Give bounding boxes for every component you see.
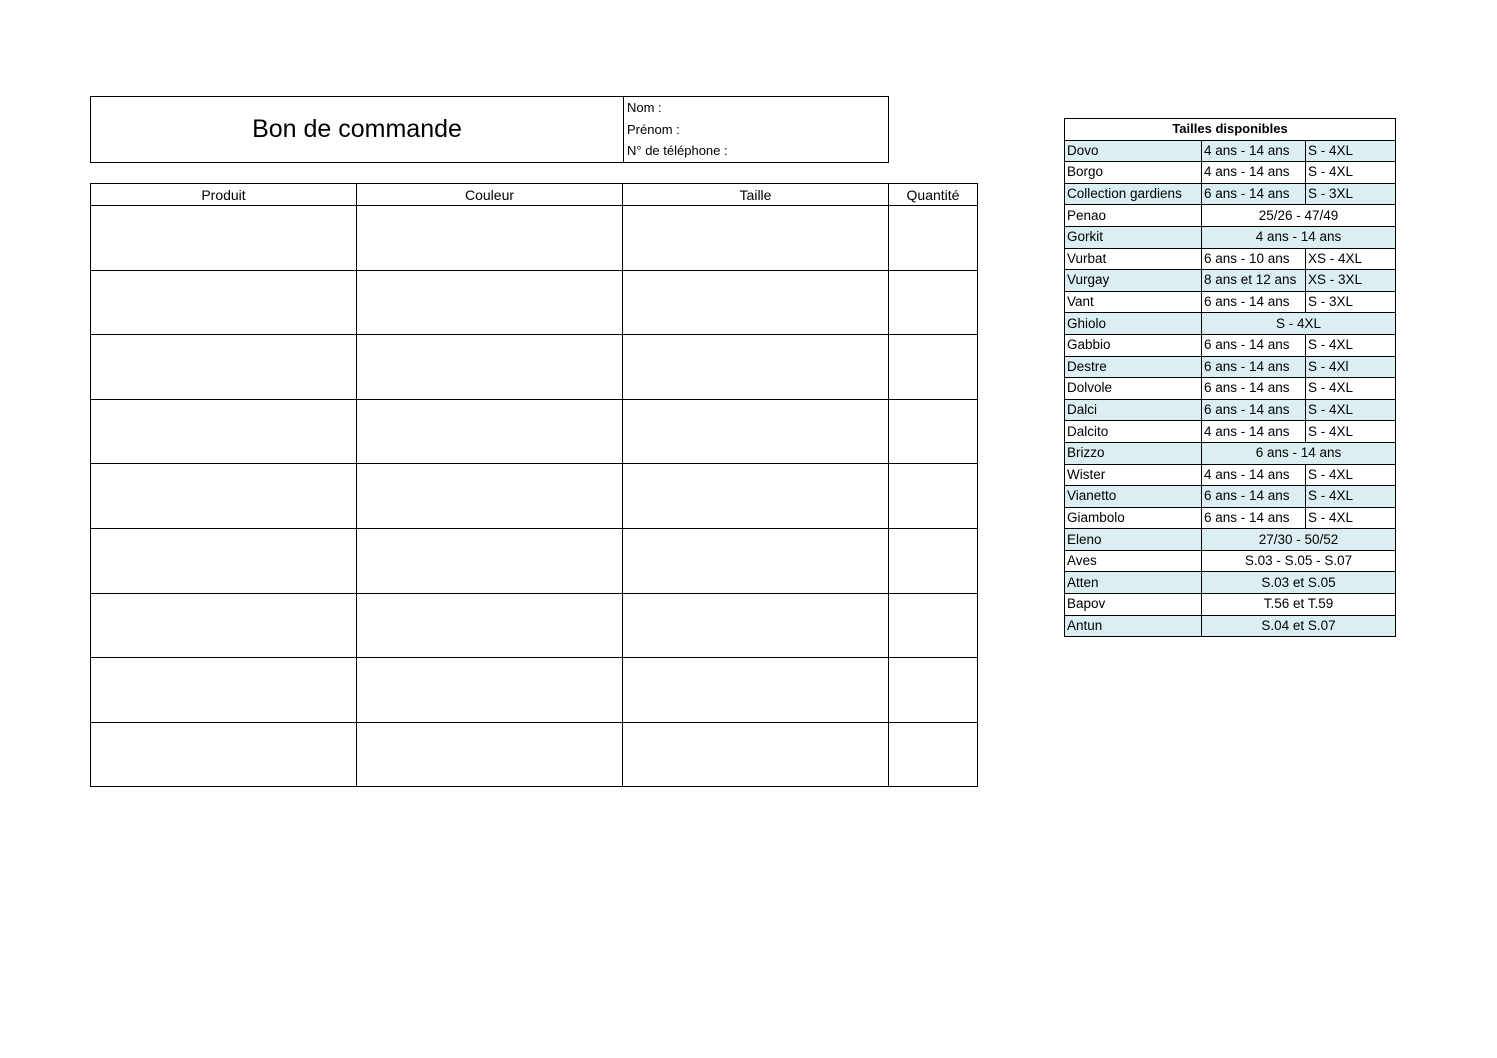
order-cell-produit[interactable] (91, 464, 357, 529)
order-cell-quantite[interactable] (889, 658, 978, 723)
order-cell-couleur[interactable] (357, 270, 623, 335)
order-row (91, 722, 978, 787)
kids-size-range: 6 ans - 14 ans (1202, 507, 1306, 529)
order-cell-taille[interactable] (623, 270, 889, 335)
order-cell-couleur[interactable] (357, 593, 623, 658)
firstname-field-label: Prénom : (627, 121, 680, 137)
size-range: 6 ans - 14 ans (1202, 442, 1396, 464)
sizes-row (1065, 399, 1396, 421)
sizes-row (1065, 550, 1396, 572)
kids-size-range: 6 ans - 14 ans (1202, 356, 1306, 378)
adult-size-range: S - 4XL (1306, 334, 1396, 356)
product-name: Dolvole (1065, 378, 1202, 400)
kids-size-range: 6 ans - 14 ans (1202, 486, 1306, 508)
order-cell-produit[interactable] (91, 658, 357, 723)
page-title: Bon de commande (91, 97, 624, 163)
sizes-row (1065, 248, 1396, 270)
order-row (91, 335, 978, 400)
kids-size-range: 6 ans - 14 ans (1202, 334, 1306, 356)
product-name: Eleno (1065, 529, 1202, 551)
order-cell-produit[interactable] (91, 399, 357, 464)
adult-size-range: S - 4XL (1306, 140, 1396, 162)
adult-size-range: S - 4XL (1306, 421, 1396, 443)
adult-size-range: XS - 4XL (1306, 248, 1396, 270)
product-name: Giambolo (1065, 507, 1202, 529)
adult-size-range: S - 3XL (1306, 291, 1396, 313)
size-range: 27/30 - 50/52 (1202, 529, 1396, 551)
order-row (91, 399, 978, 464)
product-name: Dalci (1065, 399, 1202, 421)
column-header-produit: Produit (91, 184, 357, 206)
name-field-label: Nom : (627, 100, 662, 115)
product-name: Gabbio (1065, 334, 1202, 356)
product-name: Dalcito (1065, 421, 1202, 443)
product-name: Aves (1065, 550, 1202, 572)
sizes-row (1065, 205, 1396, 227)
product-name: Brizzo (1065, 442, 1202, 464)
order-cell-quantite[interactable] (889, 335, 978, 400)
order-cell-couleur[interactable] (357, 528, 623, 593)
order-cell-couleur[interactable] (357, 722, 623, 787)
product-name: Wister (1065, 464, 1202, 486)
sizes-row (1065, 594, 1396, 616)
kids-size-range: 4 ans - 14 ans (1202, 421, 1306, 443)
size-range: T.56 et T.59 (1202, 594, 1396, 616)
product-name: Borgo (1065, 162, 1202, 184)
product-name: Ghiolo (1065, 313, 1202, 335)
sizes-row (1065, 529, 1396, 551)
sizes-row (1065, 226, 1396, 248)
size-range: S.03 et S.05 (1202, 572, 1396, 594)
order-cell-couleur[interactable] (357, 206, 623, 271)
product-name: Antun (1065, 615, 1202, 637)
adult-size-range: XS - 3XL (1306, 270, 1396, 292)
order-cell-taille[interactable] (623, 528, 889, 593)
order-cell-produit[interactable] (91, 335, 357, 400)
sizes-row (1065, 572, 1396, 594)
sizes-row (1065, 464, 1396, 486)
order-cell-taille[interactable] (623, 399, 889, 464)
order-cell-taille[interactable] (623, 335, 889, 400)
column-header-taille: Taille (623, 184, 889, 206)
order-cell-produit[interactable] (91, 528, 357, 593)
order-cell-produit[interactable] (91, 270, 357, 335)
order-cell-couleur[interactable] (357, 335, 623, 400)
sizes-row (1065, 291, 1396, 313)
order-cell-produit[interactable] (91, 722, 357, 787)
order-cell-taille[interactable] (623, 593, 889, 658)
order-cell-quantite[interactable] (889, 722, 978, 787)
product-name: Destre (1065, 356, 1202, 378)
product-name: Atten (1065, 572, 1202, 594)
size-range: 4 ans - 14 ans (1202, 226, 1396, 248)
kids-size-range: 4 ans - 14 ans (1202, 140, 1306, 162)
order-cell-taille[interactable] (623, 722, 889, 787)
kids-size-range: 6 ans - 14 ans (1202, 183, 1306, 205)
order-cell-produit[interactable] (91, 206, 357, 271)
size-range: S.04 et S.07 (1202, 615, 1396, 637)
order-cell-taille[interactable] (623, 206, 889, 271)
sizes-row (1065, 421, 1396, 443)
order-row (91, 464, 978, 529)
product-name: Vurgay (1065, 270, 1202, 292)
column-header-quantite: Quantité (889, 184, 978, 206)
product-name: Gorkit (1065, 226, 1202, 248)
order-row (91, 593, 978, 658)
order-row (91, 528, 978, 593)
size-range: S - 4XL (1202, 313, 1396, 335)
size-range: 25/26 - 47/49 (1202, 205, 1396, 227)
product-name: Vant (1065, 291, 1202, 313)
sizes-row (1065, 334, 1396, 356)
adult-size-range: S - 4XL (1306, 486, 1396, 508)
order-table-header (91, 184, 978, 206)
adult-size-range: S - 4XL (1306, 464, 1396, 486)
order-row (91, 270, 978, 335)
order-cell-quantite[interactable] (889, 399, 978, 464)
sizes-table-title: Tailles disponibles (1065, 119, 1396, 141)
sizes-row (1065, 356, 1396, 378)
order-cell-taille[interactable] (623, 464, 889, 529)
product-name: Vianetto (1065, 486, 1202, 508)
size-range: S.03 - S.05 - S.07 (1202, 550, 1396, 572)
adult-size-range: S - 4XL (1306, 378, 1396, 400)
customer-fields (624, 97, 889, 163)
sizes-row (1065, 507, 1396, 529)
kids-size-range: 8 ans et 12 ans (1202, 270, 1306, 292)
sizes-row (1065, 442, 1396, 464)
column-header-couleur: Couleur (357, 184, 623, 206)
product-name: Penao (1065, 205, 1202, 227)
kids-size-range: 4 ans - 14 ans (1202, 162, 1306, 184)
kids-size-range: 6 ans - 14 ans (1202, 291, 1306, 313)
product-name: Bapov (1065, 594, 1202, 616)
sizes-row (1065, 486, 1396, 508)
order-cell-quantite[interactable] (889, 528, 978, 593)
kids-size-range: 4 ans - 14 ans (1202, 464, 1306, 486)
order-cell-quantite[interactable] (889, 270, 978, 335)
order-table (90, 183, 978, 787)
order-cell-produit[interactable] (91, 593, 357, 658)
sizes-table-body (1065, 140, 1396, 637)
order-cell-quantite[interactable] (889, 593, 978, 658)
kids-size-range: 6 ans - 14 ans (1202, 399, 1306, 421)
sizes-row (1065, 183, 1396, 205)
order-header (90, 96, 889, 163)
order-row (91, 658, 978, 723)
order-row (91, 206, 978, 271)
order-table-body (91, 206, 978, 787)
product-name: Vurbat (1065, 248, 1202, 270)
adult-size-range: S - 4Xl (1306, 356, 1396, 378)
adult-size-range: S - 4XL (1306, 507, 1396, 529)
sizes-table (1064, 118, 1396, 637)
kids-size-range: 6 ans - 10 ans (1202, 248, 1306, 270)
phone-field-label: N° de téléphone : (627, 143, 728, 159)
order-cell-couleur[interactable] (357, 399, 623, 464)
order-cell-taille[interactable] (623, 658, 889, 723)
kids-size-range: 6 ans - 14 ans (1202, 378, 1306, 400)
adult-size-range: S - 3XL (1306, 183, 1396, 205)
sizes-row (1065, 162, 1396, 184)
sizes-row (1065, 615, 1396, 637)
product-name: Dovo (1065, 140, 1202, 162)
adult-size-range: S - 4XL (1306, 399, 1396, 421)
adult-size-range: S - 4XL (1306, 162, 1396, 184)
sizes-row (1065, 313, 1396, 335)
sizes-row (1065, 140, 1396, 162)
order-cell-couleur[interactable] (357, 464, 623, 529)
sizes-row (1065, 270, 1396, 292)
sizes-row (1065, 378, 1396, 400)
order-cell-couleur[interactable] (357, 658, 623, 723)
order-cell-quantite[interactable] (889, 464, 978, 529)
order-cell-quantite[interactable] (889, 206, 978, 271)
product-name: Collection gardiens (1065, 183, 1202, 205)
